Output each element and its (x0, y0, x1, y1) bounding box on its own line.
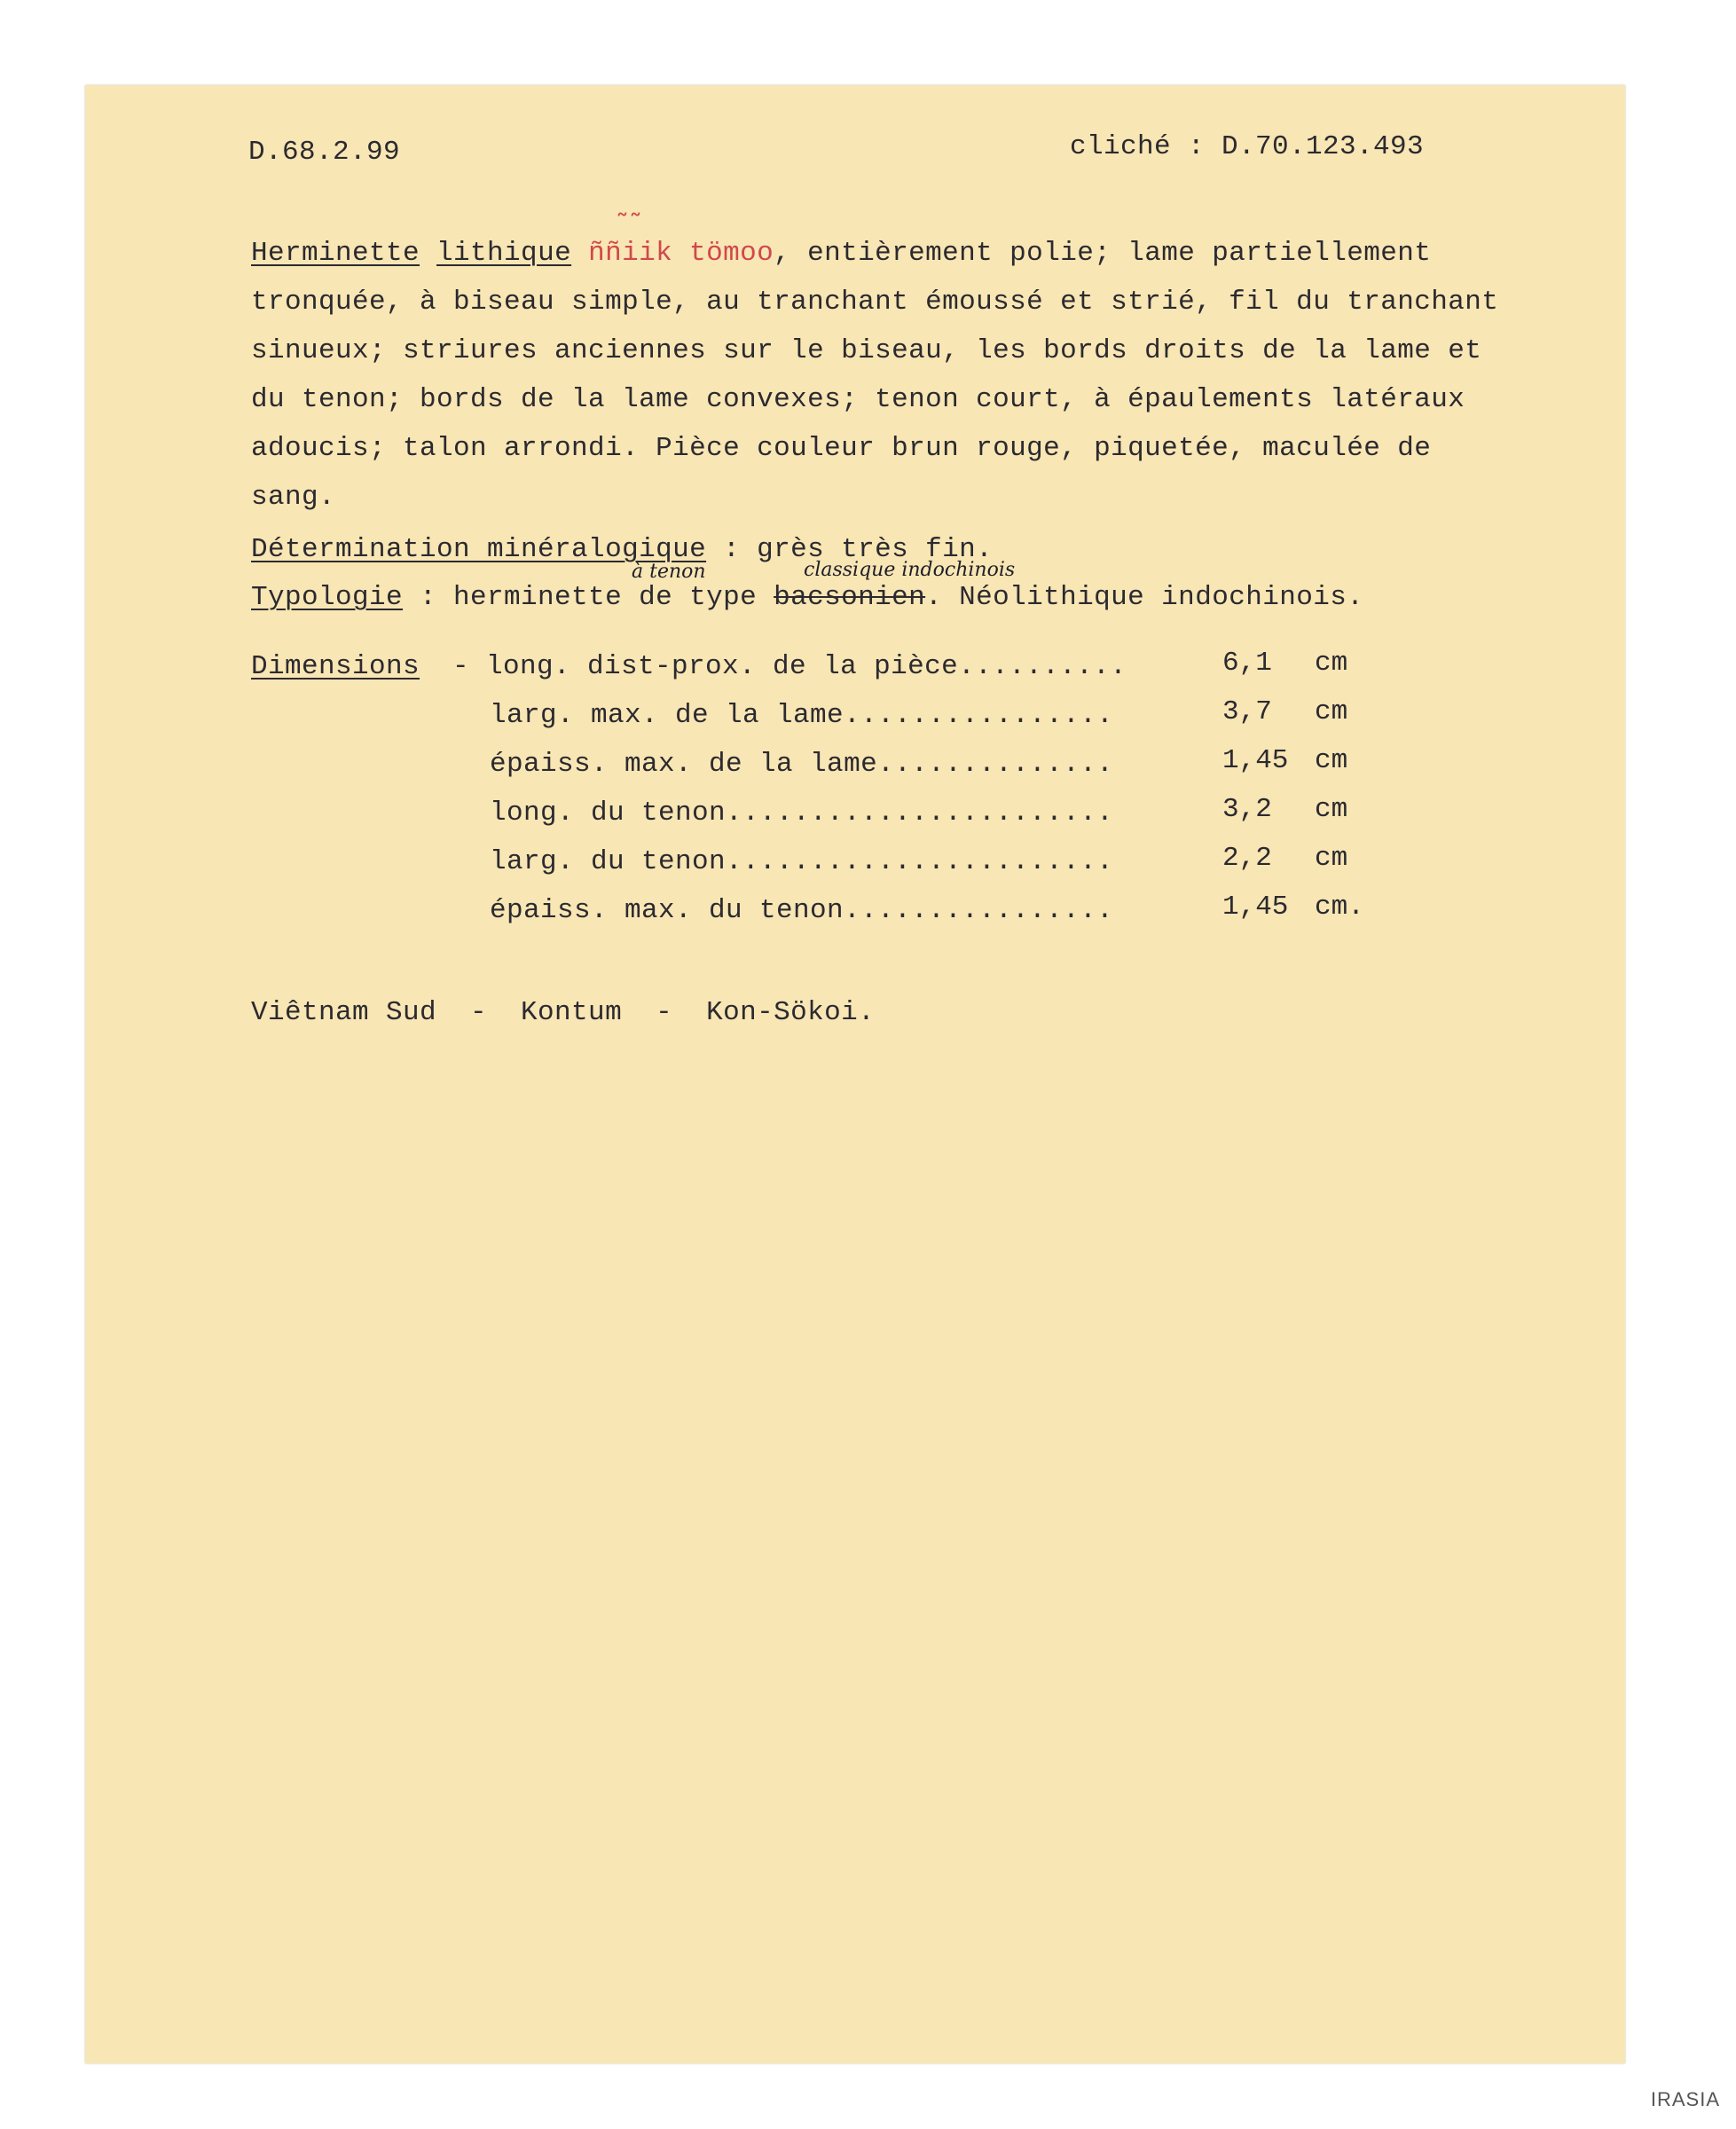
dimension-row-label: long. du tenon....................... (490, 797, 1114, 829)
dimension-row-unit: cm (1315, 696, 1348, 727)
title-word-herminette: Herminette (251, 238, 420, 269)
handwritten-insert-tenon: à tenon (632, 561, 706, 583)
typology-line (251, 580, 1363, 616)
dimension-row-value: 3,7 (1222, 696, 1272, 727)
dimension-row-label: larg. du tenon....................... (490, 846, 1114, 877)
description-line-5: adoucis; talon arrondi. Pièce couleur brun rouge, piquetée, maculée de (251, 433, 1432, 464)
typology-suffix: . Néolithique indochinois. (925, 582, 1364, 613)
dimension-row-unit: cm (1315, 745, 1348, 776)
local-name: ññiik tömoo (588, 238, 774, 269)
title-word-lithique: lithique (436, 238, 572, 269)
dimension-row-label: épaiss. max. du tenon................ (490, 895, 1114, 926)
dimension-row-label: larg. max. de la lame................ (490, 700, 1114, 731)
dimension-row-unit: cm. (1315, 892, 1364, 923)
description-line-2: tronquée, à biseau simple, au tranchant émoussé et strié, fil du tranchant (251, 287, 1499, 318)
description-line-4: du tenon; bords de la lame convexes; tenon court, à épaulements latéraux (251, 384, 1465, 415)
dimension-row-value: 6,1 (1222, 648, 1272, 679)
dimension-row-label: - long. dist-prox. de la pièce.......... (452, 651, 1127, 682)
dimension-row-unit: cm (1315, 843, 1348, 874)
dimension-row-value: 2,2 (1222, 843, 1272, 874)
irasia-watermark: IRASIA (1650, 2088, 1720, 2110)
handwritten-insert-classique: classique indochinois (804, 559, 1016, 581)
dimension-row-value: 1,45 (1222, 745, 1289, 776)
dimension-row-label: épaiss. max. de la lame.............. (490, 749, 1114, 780)
dimension-row-value: 1,45 (1222, 892, 1289, 923)
typology-struck-word: bacsonien (774, 582, 926, 613)
cliche-reference: cliché : D.70.123.493 (1070, 131, 1425, 162)
description-line-1-rest: , entièrement polie; lame partiellement (774, 238, 1432, 269)
dimension-row-unit: cm (1315, 794, 1348, 825)
typology-label: Typologie (251, 582, 404, 613)
inventory-number: D.68.2.99 (248, 137, 401, 168)
dimensions-label: Dimensions (251, 651, 420, 682)
mineralogy-value: : grès très fin. (706, 534, 994, 565)
typology-prefix: : herminette de type (403, 582, 774, 613)
description-line-3: sinueux; striures anciennes sur le biseau, les bords droits de la lame et (251, 335, 1482, 366)
description-line-1 (251, 236, 1431, 271)
description-line-6: sang. (251, 482, 336, 513)
dimension-row-unit: cm (1315, 648, 1348, 679)
location-line: Viêtnam Sud - Kontum - Kon-Sökoi. (251, 997, 876, 1028)
tilde-marks-icon: ˜˜ (616, 209, 642, 240)
mineralogy-label: Détermination minéralogique (251, 534, 707, 565)
dimension-row-value: 3,2 (1222, 794, 1272, 825)
